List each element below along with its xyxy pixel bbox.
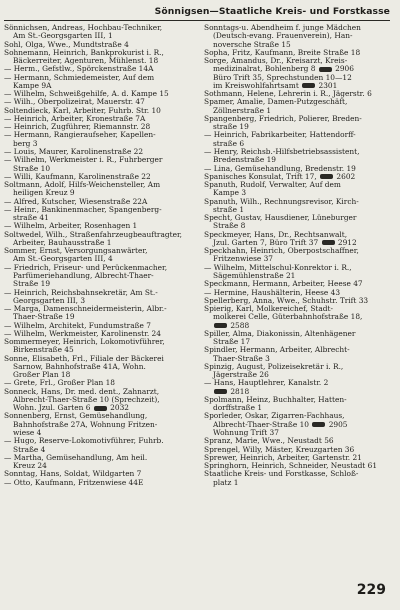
- entry-text: Soltendieck, Karl, Arbeiter, Fuhrb. Str. 10: [4, 106, 161, 115]
- directory-line: [4, 379, 186, 387]
- phone-number: 2301: [318, 81, 338, 90]
- entry-text: Sägemühlenstraße 21: [213, 271, 296, 280]
- directory-line: [4, 330, 186, 338]
- entry-text: — Herm., Gefstlw., Spörckenstraße 14A: [4, 65, 154, 74]
- directory-line: [204, 65, 386, 73]
- directory-line: [204, 90, 386, 98]
- entry-text: Sprengel, Willy, Mäster, Kreuzgarten 36: [204, 445, 355, 454]
- entry-text: — Wilhelm, Arbeiter, Rosenhagen 1: [4, 222, 138, 231]
- entry-text: Arbeiter, Bauhausstraße 1: [13, 238, 112, 247]
- phone-number: 2588: [230, 321, 250, 330]
- phone-number: 2818: [230, 387, 250, 396]
- phone-number: 2912: [337, 238, 357, 247]
- entry-text: (Deutsch-evang. Frauenverein), Han-: [213, 32, 353, 41]
- phone-number: 2906: [335, 65, 354, 74]
- entry-text: — Heinrich, Arbeiter, Kronestraße 7A: [4, 114, 146, 123]
- directory-line: [204, 181, 386, 189]
- telephone-icon: [319, 67, 332, 72]
- entry-text: Spamer, Amalie, Damen-Putzgeschäft,: [204, 98, 348, 107]
- directory-line: [204, 231, 386, 239]
- entry-text: — Willi, Kaufmann, Karolinenstraße 22: [4, 172, 151, 181]
- directory-line: [4, 74, 186, 82]
- directory-line: [4, 470, 186, 478]
- entry-text: — Otto, Kaufmann, Fritzenwiese 44E: [4, 478, 144, 487]
- entry-text: Spolmann, Heinz, Buchhalter, Hatten-: [204, 395, 347, 404]
- entry-text: — Heinr., Bankinenmacher, Spangenberg-: [4, 205, 162, 214]
- directory-line: [204, 322, 386, 330]
- entry-text: — Wilhelm, Werkmeister i. R., Fuhrberger: [4, 156, 163, 165]
- telephone-icon: [322, 240, 335, 245]
- entry-text: — Henry, Reichsb.-Hilfsbetriebsassistent,: [204, 147, 360, 156]
- entry-text: — Hugo, Reserve-Lokomotivführer, Fuhrb.: [4, 437, 164, 446]
- directory-line: [4, 280, 186, 288]
- telephone-icon: [312, 422, 325, 427]
- entry-text: Spierig, Karl, Molkereichef, Stadt-: [204, 305, 333, 314]
- entry-text: Specht, Gustav, Hausdiener, Lüneburger: [204, 214, 357, 223]
- entry-text: Jägerstraße 26: [213, 371, 269, 380]
- entry-text: — Wilhelm, Mittelschul-Konrektor i. R.,: [204, 263, 352, 272]
- entry-text: Sarnow, Bahnhofstraße 41A, Wohn.: [13, 362, 146, 371]
- entry-text: Büro Trift 35, Sprechstunden 10—12: [213, 73, 352, 82]
- directory-line: [4, 49, 186, 57]
- directory-line: [204, 107, 386, 115]
- directory-line: [204, 140, 386, 148]
- directory-line: [4, 115, 186, 123]
- entry-text: molkerei Celle, Güterbahnhofstraße 18,: [213, 313, 363, 322]
- directory-line: [204, 264, 386, 272]
- entry-text: Spanisches Konsulat, Trift 17,: [204, 172, 317, 181]
- entry-text: Springhorn, Heinrich, Schneider, Neustadt 61: [204, 462, 378, 471]
- entry-text: Straße 8: [213, 222, 246, 231]
- directory-line: [4, 338, 186, 346]
- directory-line: [204, 429, 386, 437]
- entry-text: Speckhahn, Heinrich, Oberpostschaffner,: [204, 247, 359, 256]
- directory-line: [204, 131, 386, 139]
- directory-line: [204, 421, 386, 429]
- telephone-icon: [94, 406, 107, 411]
- entry-text: platz 1: [213, 478, 239, 487]
- entry-text: Sonne, Elisabeth, Frl., Filiale der Bäckerei: [4, 354, 164, 363]
- entry-text: Albrecht-Thaer-Straße 10: [213, 420, 309, 429]
- directory-line: [204, 206, 386, 214]
- entry-text: Sonntag, Hans, Soldat, Wildgarten 7: [4, 470, 142, 479]
- entry-text: straße 1: [213, 205, 245, 214]
- directory-line: [4, 173, 186, 181]
- entry-text: Sopha, Fritz, Kaufmann, Breite Straße 18: [204, 48, 361, 57]
- entry-text: Großer Plan 18: [13, 371, 71, 380]
- entry-text: Sorge, Amandus, Dr., Kreisarzt, Kreis-: [204, 57, 348, 66]
- directory-line: [4, 222, 186, 230]
- entry-text: Sonneck, Hans, Dr. med. dent., Zahnarzt,: [4, 387, 160, 396]
- directory-line: [204, 470, 386, 478]
- directory-line: [204, 355, 386, 363]
- entry-text: Am St.-Georgsgarten III, 1: [13, 32, 113, 41]
- entry-text: Bahnhofstraße 27A, Wohnung Fritzen-: [13, 420, 158, 429]
- entry-text: Soltwedel, Wilh., Straßenfahrzeugbeauftragter,: [4, 230, 183, 239]
- directory-line: [4, 123, 186, 131]
- entry-text: Spanuth, Rudolf, Verwalter, Auf dem: [204, 181, 341, 190]
- entry-text: Spranz, Marie, Wwe., Neustadt 56: [204, 437, 334, 446]
- entry-text: Fritzenwiese 37: [213, 255, 274, 264]
- directory-line: [204, 272, 386, 280]
- directory-line: [4, 437, 186, 445]
- entry-text: Sprewer, Heinrich, Arbeiter, Gartenstr. 21: [204, 453, 362, 462]
- directory-line: [204, 446, 386, 454]
- directory-line: [4, 371, 186, 379]
- directory-line: [4, 462, 186, 470]
- directory-line: [4, 272, 186, 280]
- entry-text: medizinalrat, Bohlenberg 8: [213, 65, 316, 74]
- directory-line: [204, 289, 386, 297]
- entry-text: — Heinrich, Zugführer, Riemannstr. 28: [4, 123, 151, 132]
- directory-line: [4, 396, 186, 404]
- entry-text: Wohn. Jzul. Garten 6: [13, 404, 91, 413]
- directory-line: [204, 454, 386, 462]
- entry-text: Speckmeyer, Hans, Dr., Rechtsanwalt,: [204, 230, 348, 239]
- directory-line: [204, 479, 386, 487]
- directory-line: [4, 65, 186, 73]
- right-column: [204, 24, 386, 487]
- directory-line: [204, 222, 386, 230]
- entry-text: Thaer-Straße 3: [213, 354, 270, 363]
- entry-text: Sönnichsen, Andreas, Hochbau-Techniker,: [4, 24, 163, 32]
- phone-number: 2905: [328, 420, 348, 429]
- directory-line: [204, 371, 386, 379]
- directory-line: [204, 280, 386, 288]
- directory-line: [4, 189, 186, 197]
- directory-line: [204, 24, 386, 32]
- entry-text: Sommer, Ernst, Versorgungsanwärter,: [4, 247, 148, 256]
- entry-text: straße 19: [213, 123, 249, 132]
- directory-line: [204, 346, 386, 354]
- directory-line: [204, 189, 386, 197]
- directory-line: [4, 247, 186, 255]
- directory-line: [204, 115, 386, 123]
- directory-line: [4, 388, 186, 396]
- entry-text: im Kreiswohlfahrtsamt: [213, 81, 299, 90]
- entry-text: Zöllnerstraße 1: [213, 106, 272, 115]
- entry-text: Parfümeriehandlung, Albrecht-Thaer-: [13, 271, 154, 280]
- entry-text: Thaer-Straße 19: [13, 313, 75, 322]
- entry-text: — Hans, Hauptlehrer, Kanalstr. 2: [204, 379, 329, 388]
- directory-line: [4, 346, 186, 354]
- entry-text: — Wilh., Oberpolizeirat, Mauerstr. 47: [4, 98, 145, 107]
- telephone-icon: [302, 83, 315, 88]
- entry-text: Spinzig, August, Polizeisekretär i. R.,: [204, 362, 344, 371]
- entry-text: Spiller, Alma, Diakonissin, Altenhägener: [204, 329, 356, 338]
- entry-text: — Heinrich, Reichsbahnsekretär, Am St.-: [4, 288, 158, 297]
- entry-text: Spindler, Hermann, Arbeiter, Albrecht-: [204, 346, 350, 355]
- directory-line: [4, 57, 186, 65]
- directory-line: [4, 231, 186, 239]
- directory-line: [204, 173, 386, 181]
- directory-line: [4, 239, 186, 247]
- entry-text: Albrecht-Thaer-Straße 10 (Sprechzeit),: [13, 395, 160, 404]
- telephone-icon: [320, 174, 333, 179]
- directory-line: [204, 123, 386, 131]
- directory-line: [4, 98, 186, 106]
- entry-text: Sohl, Olga, Wwe., Mundtstraße 4: [4, 40, 129, 49]
- directory-line: [4, 82, 186, 90]
- directory-line: [204, 363, 386, 371]
- entry-text: Sonnenberg, Ernst, Gemüsehandlung,: [4, 412, 148, 421]
- directory-line: [4, 297, 186, 305]
- entry-text: Wohnung Trift 37: [213, 429, 279, 438]
- entry-text: Straße 4: [13, 445, 46, 454]
- directory-line: [4, 289, 186, 297]
- directory-line: [4, 446, 186, 454]
- directory-line: [4, 24, 186, 32]
- entry-text: — Alfred, Kutscher, Wiesenstraße 22A: [4, 197, 148, 206]
- entry-text: berg 3: [13, 139, 38, 148]
- entry-text: Kampe 9A: [13, 81, 52, 90]
- directory-line: [4, 131, 186, 139]
- directory-line: [4, 90, 186, 98]
- entry-text: Soltmann, Adolf, Hilfs-Weichensteller, Am: [4, 181, 161, 190]
- directory-line: [4, 198, 186, 206]
- directory-line: [204, 32, 386, 40]
- directory-line: [204, 338, 386, 346]
- entry-text: — Grete, Frl., Großer Plan 18: [4, 379, 116, 388]
- entry-text: Sohnemann, Heinrich, Bankprokurist i. R.,: [4, 48, 164, 57]
- entry-text: Straße 10: [13, 164, 51, 173]
- directory-line: [4, 41, 186, 49]
- entry-text: — Hermann, Rangieraufseher, Kapellen-: [4, 131, 156, 140]
- telephone-icon: [214, 323, 227, 328]
- entry-text: wiese 4: [13, 429, 42, 438]
- entry-text: Bredenstraße 19: [213, 156, 276, 165]
- directory-line: [204, 49, 386, 57]
- directory-line: [4, 156, 186, 164]
- directory-line: [204, 165, 386, 173]
- directory-line: [4, 107, 186, 115]
- directory-line: [204, 41, 386, 49]
- entry-text: — Louis, Maurer, Karolinenstraße 22: [4, 147, 144, 156]
- directory-line: [204, 396, 386, 404]
- directory-line: [4, 322, 186, 330]
- entry-text: — Heinrich, Fabrikarbeiter, Hattendorff-: [204, 131, 356, 140]
- directory-line: [204, 437, 386, 445]
- directory-line: [4, 412, 186, 420]
- phone-number: 2602: [336, 172, 356, 181]
- directory-line: [4, 264, 186, 272]
- entry-text: Am St.-Georgsgarten III, 4: [13, 255, 113, 264]
- entry-text: Sonntags-u. Abendheim f. junge Mädchen: [204, 24, 361, 32]
- entry-text: Georgsgarten III, 3: [13, 296, 86, 305]
- entry-text: heiligen Kreuz 9: [13, 189, 75, 198]
- entry-text: Spangenberg, Friedrich, Polierer, Breden-: [204, 114, 362, 123]
- directory-line: [204, 198, 386, 206]
- entry-text: Spellerberg, Anna, Wwe., Schuhstr. Trift 33: [204, 296, 369, 305]
- entry-text: straße 6: [213, 139, 245, 148]
- telephone-icon: [214, 389, 227, 394]
- directory-line: [204, 74, 386, 82]
- entry-text: — Hermann, Schmiedemeister, Auf dem: [4, 73, 155, 82]
- entry-text: — Friedrich, Friseur- und Perückenmacher,: [4, 263, 168, 272]
- entry-text: — Wilhelm, Schweißgehilfe, A. d. Kampe 15: [4, 90, 169, 99]
- directory-line: [204, 156, 386, 164]
- directory-line: [204, 305, 386, 313]
- entry-text: Birkenstraße 45: [13, 346, 74, 355]
- page-header: [4, 6, 390, 21]
- entry-text: Speckmann, Hermann, Arbeiter, Heese 47: [204, 280, 363, 289]
- entry-text: Bäckerreiter, Agenturen, Mühlenst. 18: [13, 57, 159, 66]
- directory-line: [4, 421, 186, 429]
- running-head: Sönnigsen—Staatliche Kreis- und Forstkasse: [154, 6, 390, 17]
- directory-line: [204, 148, 386, 156]
- directory-line: [204, 82, 386, 90]
- directory-line: [4, 165, 186, 173]
- directory-line: [204, 247, 386, 255]
- page-number: 229: [356, 582, 386, 598]
- entry-text: — Lina, Gemüsehandlung, Bredenstr. 19: [204, 164, 356, 173]
- directory-line: [204, 313, 386, 321]
- directory-line: [204, 462, 386, 470]
- directory-line: [4, 404, 186, 412]
- entry-text: — Martha, Gemüsehandlung, Am heil.: [4, 453, 148, 462]
- entry-text: Straße 17: [213, 338, 251, 347]
- entry-text: Kampe 3: [213, 189, 247, 198]
- entry-text: Kreuz 24: [13, 462, 47, 471]
- entry-text: Jzul. Garten 7, Büro Trift 37: [213, 238, 319, 247]
- entry-text: — Marga, Damenschneidermeisterin, Albr.-: [4, 305, 167, 314]
- directory-line: [204, 57, 386, 65]
- directory-line: [4, 355, 186, 363]
- directory-line: [4, 479, 186, 487]
- directory-line: [4, 305, 186, 313]
- directory-line: [4, 214, 186, 222]
- directory-line: [204, 214, 386, 222]
- left-column: [4, 24, 186, 487]
- entry-text: Spanuth, Wilh., Rechnungsrevisor, Kirch-: [204, 197, 359, 206]
- phone-number: 2032: [110, 404, 129, 413]
- entry-text: Straße 19: [13, 280, 51, 289]
- entry-text: dorffstraße 1: [213, 404, 263, 413]
- entry-text: Sommermeyer, Heinrich, Lokomotivführer,: [4, 338, 165, 347]
- entry-text: — Wilhelm, Werkmeister, Karolinenstr. 24: [4, 329, 161, 338]
- entry-text: — Hermine, Haushälterin, Heese 43: [204, 288, 341, 297]
- directory-line: [4, 454, 186, 462]
- directory-line: [4, 363, 186, 371]
- directory-line: [204, 404, 386, 412]
- directory-line: [204, 412, 386, 420]
- directory-line: [4, 140, 186, 148]
- directory-line: [204, 330, 386, 338]
- entry-text: straße 41: [13, 214, 49, 223]
- directory-line: [4, 313, 186, 321]
- directory-line: [204, 297, 386, 305]
- directory-line: [4, 255, 186, 263]
- entry-text: Sporleder, Oskar, Zigarren-Fachhaus,: [204, 412, 345, 421]
- directory-line: [4, 429, 186, 437]
- directory-line: [204, 239, 386, 247]
- entry-text: noversche Straße 15: [213, 40, 291, 49]
- directory-line: [4, 206, 186, 214]
- entry-text: Staatliche Kreis- und Forstkasse, Schloß-: [204, 470, 359, 479]
- directory-line: [4, 32, 186, 40]
- directory-line: [204, 255, 386, 263]
- entry-text: Sothmann, Helene, Lehrerin i. R., Jägerstr. 6: [204, 90, 372, 99]
- directory-line: [204, 388, 386, 396]
- directory-line: [204, 379, 386, 387]
- directory-line: [204, 98, 386, 106]
- directory-line: [4, 181, 186, 189]
- entry-text: — Wilhelm, Architekt, Fundumstraße 7: [4, 321, 151, 330]
- directory-line: [4, 148, 186, 156]
